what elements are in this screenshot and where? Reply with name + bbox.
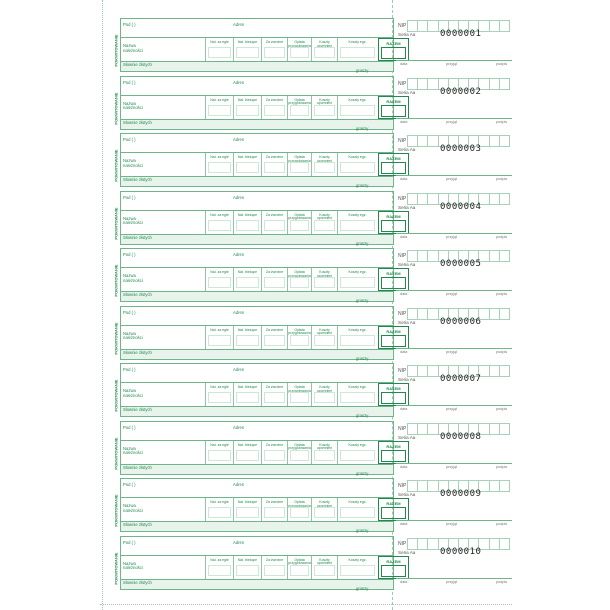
address-label: Adres [233,539,244,545]
amount-col: Nal. bieżące [233,498,261,521]
grosze-label: groszy [356,240,369,246]
total-box: RAZEM [378,211,409,234]
receipt-stub [396,363,512,419]
amount-col: Nal. bieżące [233,38,261,61]
amount-col: Koszty upomnień [311,556,337,579]
written-amount-section [120,465,394,475]
amounts-section [120,38,401,62]
sign-received-label: przyjął [446,522,457,526]
written-label: Słownie złotych [123,292,152,297]
series-label: Seria Aa [398,377,416,382]
payer-section [120,421,394,441]
receipt-side-label: POKWITOWANIE [113,34,119,67]
name-label: Nazwa należności [123,273,143,283]
amount-col: Koszty egz. [337,268,377,291]
payer-section [120,363,394,383]
amount-col: Opłata przygotowania [287,326,311,349]
total-box: RAZEM [378,268,409,291]
amount-col: Koszty egz. [337,96,377,119]
sign-date-label: data [400,349,408,354]
sign-date-label: data [400,234,408,239]
series-label: Seria Aa [398,204,416,210]
amount-col: Koszty egz. [337,556,377,579]
receipt [104,133,512,189]
address-label: Adres [233,22,244,27]
sign-received-label: przyjął [446,579,457,584]
sign-payer-label: podpis [496,464,508,469]
sign-date-label: data [400,579,408,584]
nip-label: NIP [398,195,407,202]
receipt [104,536,512,592]
receipt-number: 0000010 [440,546,482,557]
amount-col: Koszty upomnień [311,268,337,291]
written-amount-section [120,235,394,245]
receipt [104,191,512,247]
written-label: Słownie złotych [123,177,152,182]
payer-label: Pod ( ) [123,22,136,27]
amount-col: Za zwrotne [261,268,287,291]
nip-label: NIP [398,368,407,374]
amount-col: Koszty upomnień [311,211,337,234]
payer-label: Pod ( ) [123,79,136,85]
amount-col: Opłata przygotowania [287,441,311,464]
grosze-label: groszy [356,125,369,131]
amounts-section [120,383,401,407]
payer-label: Pod ( ) [123,424,136,430]
series-label: Seria Aa [398,319,416,325]
name-label: Nazwa należności [123,215,143,226]
name-label: Nazwa należności [123,330,143,341]
written-label: Słownie złotych [123,464,152,470]
amount-col: Opłata przygotowania [287,38,311,61]
amount-col: Koszty egz. [337,211,377,234]
amount-col: Nal. za egle [205,383,233,406]
series-label: Seria Aa [398,549,416,555]
sign-received-label: przyjął [446,177,457,181]
series-label: Seria Aa [398,434,416,440]
nip-label: NIP [398,138,407,144]
receipt-side-label: POKWITOWANIE [113,149,119,182]
total-box: RAZEM [378,498,409,521]
written-label: Słownie złotych [123,62,152,67]
amount-col: Nal. za egle [205,38,233,61]
written-amount-section [120,292,394,302]
receipt-number: 0000005 [440,259,482,269]
total-box: RAZEM [378,556,409,579]
sign-date-label: data [400,62,408,66]
amount-col: Nal. za egle [205,153,233,176]
sign-payer-label: podpis [496,292,508,296]
nip-label: NIP [398,80,407,87]
amount-col: Nal. bieżące [233,96,261,119]
amount-col: Koszty egz. [337,383,377,406]
amount-col: Opłata przygotowania [287,556,311,579]
total-box: RAZEM [378,38,409,61]
grosze-label: groszy [356,470,369,476]
payer-section [120,76,394,96]
payer-label: Pod ( ) [123,367,136,372]
amount-col: Opłata przygotowania [287,268,311,291]
written-label: Słownie złotych [123,579,152,585]
receipt [104,421,512,477]
receipt-number: 0000009 [440,489,482,499]
amount-col: Koszty egz. [337,441,377,464]
amount-col: Koszty upomnień [311,383,337,406]
series-label: Seria Aa [398,32,416,37]
amount-col: Nal. za egle [205,326,233,349]
sign-payer-label: podpis [496,522,508,526]
written-amount-section [120,407,394,417]
sign-received-label: przyjął [446,464,457,469]
page-edge [100,604,512,606]
payer-section [120,18,394,38]
total-box: RAZEM [378,441,409,464]
amount-col: Koszty egz. [337,498,377,521]
amount-col: Koszty egz. [337,38,377,61]
nip-label: NIP [398,483,407,489]
amounts-section [120,441,401,465]
payer-label: Pod ( ) [123,137,136,142]
amount-col: Za zwrotne [261,153,287,176]
amounts-section [120,268,401,292]
payer-section [120,133,394,153]
amount-col: Nal. bieżące [233,211,261,234]
receipt-number: 0000006 [440,316,482,327]
amount-col: Nal. za egle [205,268,233,291]
grosze-label: groszy [356,68,369,73]
nip-label: NIP [398,23,407,29]
amount-col: Koszty egz. [337,326,377,349]
written-amount-section [120,522,394,532]
amount-col: Za zwrotne [261,326,287,349]
receipt-stub [396,76,512,132]
written-label: Słownie złotych [123,119,152,125]
receipt [104,363,512,419]
written-amount-section [120,350,394,360]
sign-date-label: data [400,407,408,411]
amount-col: Nal. za egle [205,556,233,579]
name-label: Nazwa należności [123,43,143,53]
written-label: Słownie złotych [123,407,152,412]
receipt-side-label: POKWITOWANIE [113,551,119,585]
receipt-side-label: POKWITOWANIE [113,321,119,355]
amount-col: Nal. za egle [205,498,233,521]
payer-section [120,536,394,556]
receipt-number: 0000008 [440,431,482,442]
payer-label: Pod ( ) [123,252,136,257]
written-label: Słownie złotych [123,522,152,527]
amounts-section [120,211,401,235]
payer-label: Pod ( ) [123,309,136,315]
receipt [104,306,512,362]
amount-col: Za zwrotne [261,556,287,579]
address-label: Adres [233,252,244,257]
amount-col: Nal. bieżące [233,153,261,176]
amount-col: Za zwrotne [261,498,287,521]
receipt-side-label: POKWITOWANIE [113,264,119,297]
sign-date-label: data [400,522,408,526]
address-label: Adres [233,424,244,430]
sign-received-label: przyjął [446,407,457,411]
amount-col: Nal. za egle [205,96,233,119]
sign-payer-label: podpis [496,407,508,411]
nip-label: NIP [398,253,407,259]
amount-col: Nal. bieżące [233,383,261,406]
amount-col: Koszty upomnień [311,153,337,176]
amounts-section [120,153,401,177]
amount-col: Koszty upomnień [311,38,337,61]
total-box: RAZEM [378,153,409,176]
receipt-stub [396,191,512,247]
written-label: Słownie złotych [123,234,152,240]
grosze-label: groszy [356,298,369,303]
total-box: RAZEM [378,96,409,119]
amounts-section [120,498,401,522]
series-label: Seria Aa [398,492,416,497]
nip-label: NIP [398,310,407,317]
payer-section [120,478,394,498]
nip-label: NIP [398,540,407,547]
amount-col: Opłata przygotowania [287,498,311,521]
amount-col: Opłata przygotowania [287,153,311,176]
amount-col: Koszty upomnień [311,326,337,349]
receipt-stub [396,421,512,477]
amount-col: Za zwrotne [261,96,287,119]
sign-payer-label: podpis [496,62,508,66]
amount-col: Za zwrotne [261,441,287,464]
receipt-stub [396,536,512,592]
grosze-label: groszy [356,183,369,188]
receipt-stub [396,306,512,362]
nip-label: NIP [398,425,407,432]
sign-payer-label: podpis [496,234,508,239]
amount-col: Za zwrotne [261,38,287,61]
address-label: Adres [233,137,244,142]
receipt-stub [396,478,512,534]
amount-col: Za zwrotne [261,383,287,406]
sign-payer-label: podpis [496,119,508,124]
sign-date-label: data [400,119,408,124]
payer-label: Pod ( ) [123,482,136,487]
amount-col: Koszty egz. [337,153,377,176]
payer-section [120,306,394,326]
amount-col: Za zwrotne [261,211,287,234]
address-label: Adres [233,367,244,372]
written-amount-section [120,120,394,130]
grosze-label: groszy [356,355,369,361]
receipt-stub [396,133,512,189]
amounts-section [120,556,401,580]
receipt-number: 0000002 [440,86,482,97]
series-label: Seria Aa [398,147,416,152]
amount-col: Opłata przygotowania [287,211,311,234]
sign-received-label: przyjął [446,234,457,239]
address-label: Adres [233,79,244,85]
amount-col: Opłata przygotowania [287,383,311,406]
sign-received-label: przyjął [446,349,457,354]
amount-col: Nal. bieżące [233,326,261,349]
receipt [104,478,512,534]
name-label: Nazwa należności [123,560,143,571]
amount-col: Nal. bieżące [233,441,261,464]
series-label: Seria Aa [398,262,416,267]
receipt-side-label: POKWITOWANIE [113,91,119,125]
receipt-number: 0000001 [440,29,482,39]
receipt [104,248,512,304]
address-label: Adres [233,309,244,315]
receipt-side-label: POKWITOWANIE [113,379,119,412]
amount-col: Nal. za egle [205,441,233,464]
address-label: Adres [233,482,244,487]
total-box: RAZEM [378,383,409,406]
sign-received-label: przyjął [446,292,457,296]
written-amount-section [120,580,394,590]
payer-label: Pod ( ) [123,194,136,200]
amount-col: Opłata przygotowania [287,96,311,119]
receipt [104,76,512,132]
written-amount-section [120,177,394,187]
grosze-label: groszy [356,413,369,418]
series-label: Seria Aa [398,89,416,95]
address-label: Adres [233,194,244,200]
name-label: Nazwa należności [123,158,143,168]
receipt-side-label: POKWITOWANIE [113,436,119,470]
amount-col: Nal. za egle [205,211,233,234]
payer-label: Pod ( ) [123,539,136,545]
receipt-number: 0000007 [440,374,482,384]
payer-section [120,248,394,268]
receipt-stub [396,18,512,74]
total-box: RAZEM [378,326,409,349]
sign-payer-label: podpis [496,579,508,584]
grosze-label: groszy [356,528,369,533]
amounts-section [120,326,401,350]
amount-col: Nal. bieżące [233,268,261,291]
name-label: Nazwa należności [123,445,143,456]
sign-date-label: data [400,177,408,181]
amount-col: Koszty upomnień [311,498,337,521]
amounts-section [120,96,401,120]
sign-date-label: data [400,464,408,469]
receipt [104,18,512,74]
amount-col: Koszty upomnień [311,441,337,464]
receipt-number: 0000004 [440,201,482,212]
written-label: Słownie złotych [123,349,152,355]
payer-section [120,191,394,211]
sign-payer-label: podpis [496,349,508,354]
sign-received-label: przyjął [446,62,457,66]
written-amount-section [120,62,394,72]
amount-col: Koszty upomnień [311,96,337,119]
receipt-side-label: POKWITOWANIE [113,494,119,527]
sign-date-label: data [400,292,408,296]
sign-payer-label: podpis [496,177,508,181]
sign-received-label: przyjął [446,119,457,124]
name-label: Nazwa należności [123,388,143,398]
grosze-label: groszy [356,585,369,591]
receipt-side-label: POKWITOWANIE [113,206,119,240]
name-label: Nazwa należności [123,503,143,513]
amount-col: Nal. bieżące [233,556,261,579]
receipt-number: 0000003 [440,144,482,154]
receipt-stub [396,248,512,304]
name-label: Nazwa należności [123,100,143,111]
